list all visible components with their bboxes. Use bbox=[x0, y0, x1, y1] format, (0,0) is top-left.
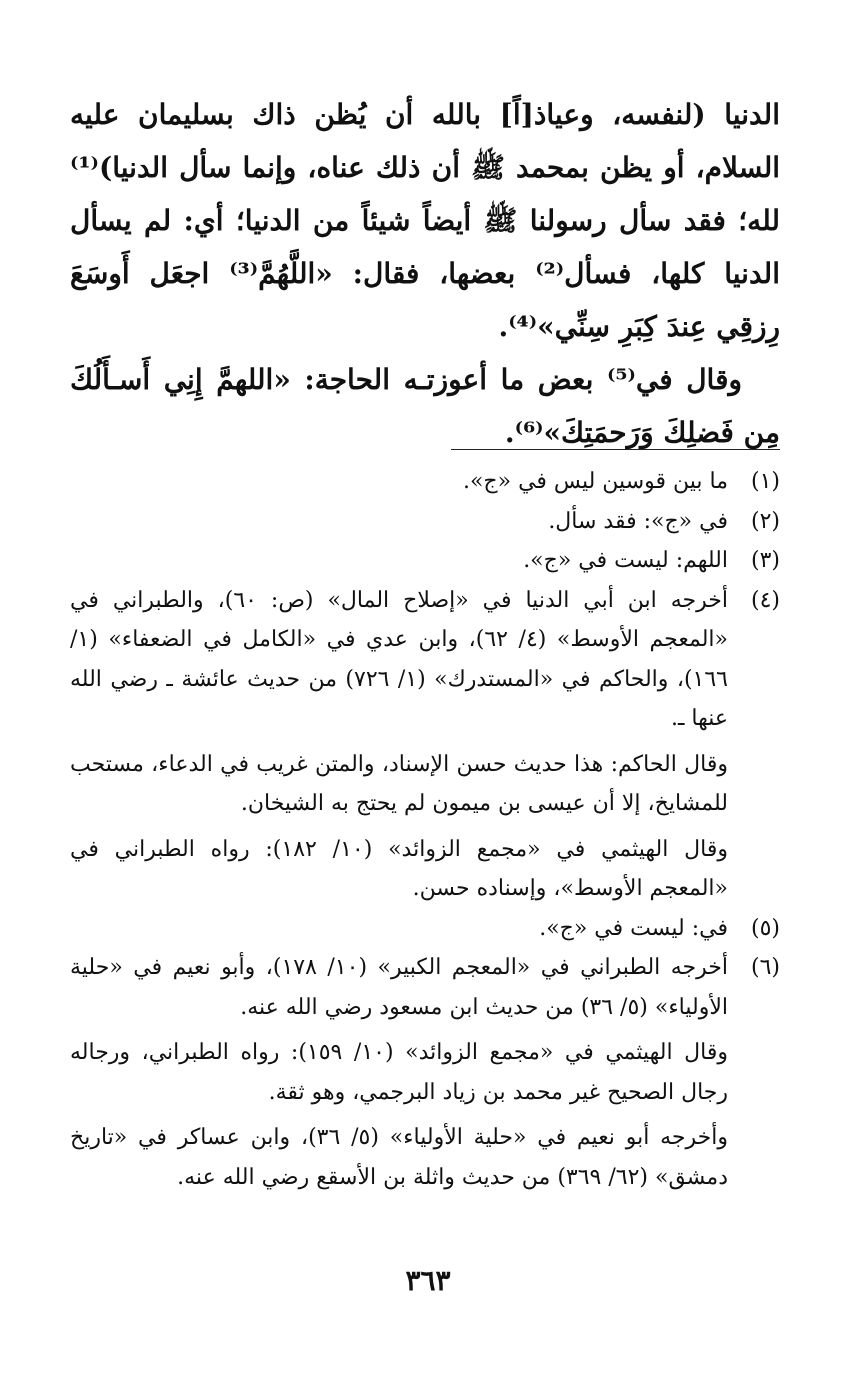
footnote-text: اللهم: ليست في «ج». bbox=[523, 548, 728, 573]
footnote-text: في: ليست في «ج». bbox=[539, 915, 728, 941]
footnote-text: في «ج»: فقد سأل. bbox=[548, 508, 728, 534]
footnote-6 bbox=[70, 948, 780, 1197]
footnote-subtext: وقال الهيثمي في «مجمع الزوائد» (١٠/ ١٨٢): رواه الطبراني في «المعجم الأوسط»، وإسناده حسن. bbox=[70, 836, 728, 901]
footnote-text: أخرجه الطبراني في «المعجم الكبير» (١٠/ ١٧٨)، وأبو نعيم في «حلية الأولياء» (٥/ ٣٦) من حديث ابن مسعود رضي الله عنه. bbox=[70, 955, 728, 1020]
footnote-number: (١) bbox=[750, 469, 780, 494]
footnote-5 bbox=[70, 909, 780, 949]
footnote-number: (٣) bbox=[750, 548, 780, 573]
footnote-3 bbox=[70, 541, 780, 581]
main-text bbox=[70, 88, 780, 459]
footnotes bbox=[70, 462, 780, 1197]
footnote-1 bbox=[70, 462, 780, 502]
footnote-text: ما بين قوسين ليس في «ج». bbox=[462, 469, 728, 494]
footnote-number: (٥) bbox=[750, 915, 780, 941]
main-paragraph: الدنيا (لنفسه، وعياذ[اً] بالله أن يُظن ذاك بسليمان عليه السلام، أو يظن بمحمد ﷺ أن ذلك عناه، وإنما سأل الدنيا)⁽¹⁾ لله؛ فقد سأل رسولنا ﷺ أيضاً شيئاً من الدنيا؛ أي: لم يسأل الدنيا كلها، فسأل⁽²⁾ بعضها، فقال: «اللَّهُمَّ⁽³⁾ اجعَل أَوسَعَ رِزقِي عِندَ كِبَرِ سِنِّي»⁽⁴⁾. bbox=[70, 98, 780, 343]
footnote-2 bbox=[70, 502, 780, 542]
footnote-text: أخرجه ابن أبي الدنيا في «إصلاح المال» (ص: ٦٠)، والطبراني في «المعجم الأوسط» (٤/ ٦٢)، وابن عدي في «الكامل في الضعفاء» (١/ ١٦٦)، والحاكم في «المستدرك» (١/ ٧٢٦) من حديث عائشة ـ رضي الله عنها ـ. bbox=[70, 587, 728, 731]
footnote-divider bbox=[451, 449, 780, 450]
footnote-subtext: وقال الحاكم: هذا حديث حسن الإسناد، والمتن غريب في الدعاء، مستحب للمشايخ، إلا أن عيسى بن ميمون لم يحتج به الشيخان. bbox=[70, 751, 728, 816]
page-number: ٣٦٣ bbox=[405, 1264, 451, 1297]
footnote-subtext: وقال الهيثمي في «مجمع الزوائد» (١٠/ ١٥٩): رواه الطبراني، ورجاله رجال الصحيح غير محمد بن زياد البرجمي، وهو ثقة. bbox=[70, 1040, 728, 1105]
footnote-number: (٢) bbox=[750, 508, 780, 534]
footnote-number: (٦) bbox=[750, 955, 780, 980]
main-paragraph: وقال في⁽⁵⁾ بعض ما أعوزتـه الحاجة: «اللهمَّ إِنِي أَسـأَلُكَ مِن فَضلِكَ وَرَحمَتِكَ»⁽⁶⁾. bbox=[70, 363, 780, 449]
footnote-number: (٤) bbox=[750, 587, 780, 613]
footnote-subtext: وأخرجه أبو نعيم في «حلية الأولياء» (٥/ ٣٦)، وابن عساكر في «تاريخ دمشق» (٦٢/ ٣٦٩) من حديث واثلة بن الأسقع رضي الله عنه. bbox=[70, 1125, 729, 1190]
footnote-4 bbox=[70, 581, 780, 909]
